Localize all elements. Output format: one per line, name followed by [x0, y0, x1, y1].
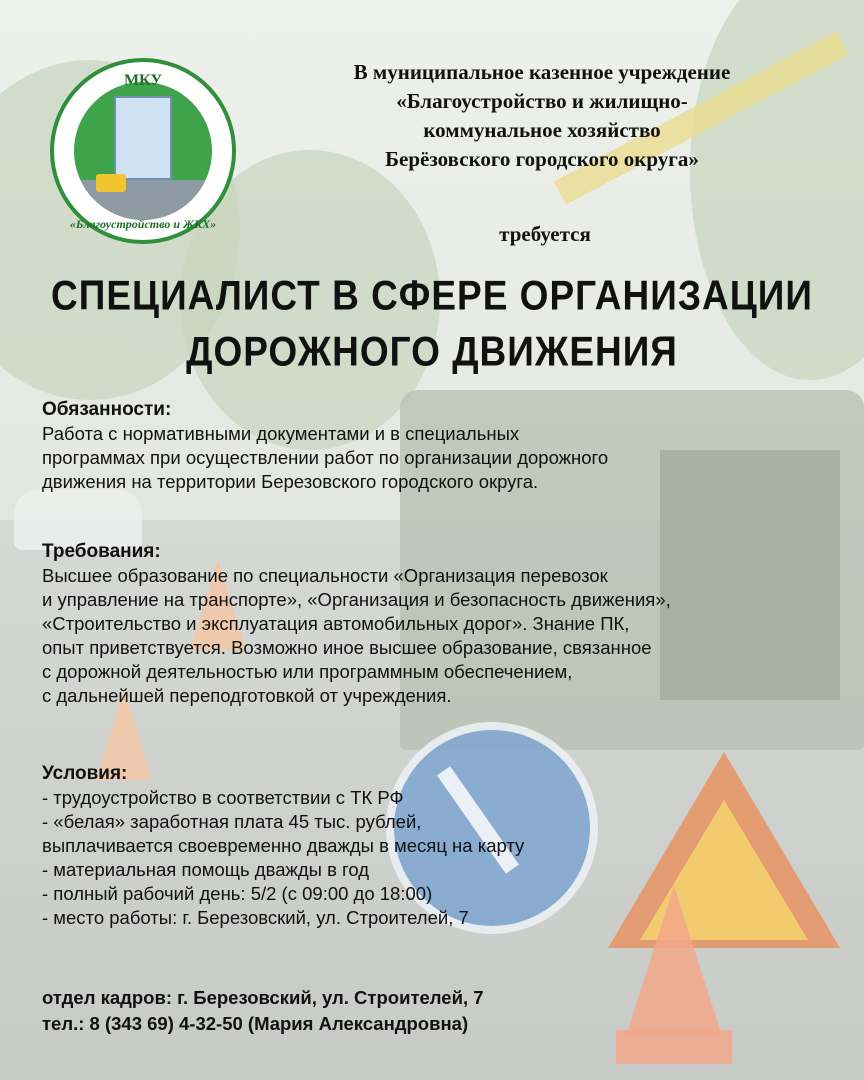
conditions-text: - трудоустройство в соответствии с ТК РФ - «белая» заработная плата 45 тыс. рублей, выплачивается своевременно дважды в месяц на карту - материальная помощь дважды в год - полный рабочий день: 5/2 (с 09:00 до 18:00) - место работы: г. Березовский, ул. Строителей, 7	[42, 787, 525, 928]
logo-bus-icon	[96, 174, 126, 192]
duties-heading: Обязанности:	[42, 399, 172, 420]
required-label: требуется	[499, 222, 591, 246]
requirements-heading: Требования:	[42, 541, 161, 562]
logo-scene	[74, 82, 212, 220]
organization-header	[262, 58, 822, 174]
title-line: ДОРОЖНОГО ДВИЖЕНИЯ	[186, 328, 678, 375]
org-line: коммунальное хозяйство	[423, 118, 661, 142]
logo-top-text: МКУ	[123, 72, 163, 89]
requirements-section	[42, 540, 842, 708]
duties-section	[42, 398, 842, 494]
duties-text: Работа с нормативными документами и в специальных программах при осуществлении работ по организации дорожного движения на территории Березовского городского округа.	[42, 423, 609, 492]
vacancy-title	[30, 268, 834, 380]
logo-ring-text: «Благоустройство и ЖКХ»	[69, 217, 217, 231]
conditions-heading: Условия:	[42, 763, 128, 784]
conditions-section	[42, 762, 842, 930]
mku-logo-emblem	[50, 58, 236, 244]
requirements-text: Высшее образование по специальности «Организация перевозок и управление на транспорте», «Организация и безопасность движения», «Строительство и эксплуатация автомобильных дорог». Знание ПК, опыт приветствуется. Возможно иное высшее образование, связанное с дорожной деятельностью или программным обеспечением, с дальнейшей переподготовкой от учреждения.	[42, 565, 671, 706]
org-line: «Благоустройство и жилищно-	[396, 89, 688, 113]
org-line: В муниципальное казенное учреждение	[353, 60, 731, 84]
title-line: СПЕЦИАЛИСТ В СФЕРЕ ОРГАНИЗАЦИИ	[51, 272, 813, 319]
phone-number: тел.: 8 (343 69) 4-32-50 (Мария Александровна)	[42, 1013, 469, 1034]
org-line: Берёзовского городского округа»	[385, 147, 699, 171]
hr-address: отдел кадров: г. Березовский, ул. Строителей, 7	[42, 987, 484, 1008]
logo-road-icon	[74, 180, 212, 220]
logo-building-icon	[114, 96, 172, 180]
contacts-section	[42, 985, 842, 1037]
